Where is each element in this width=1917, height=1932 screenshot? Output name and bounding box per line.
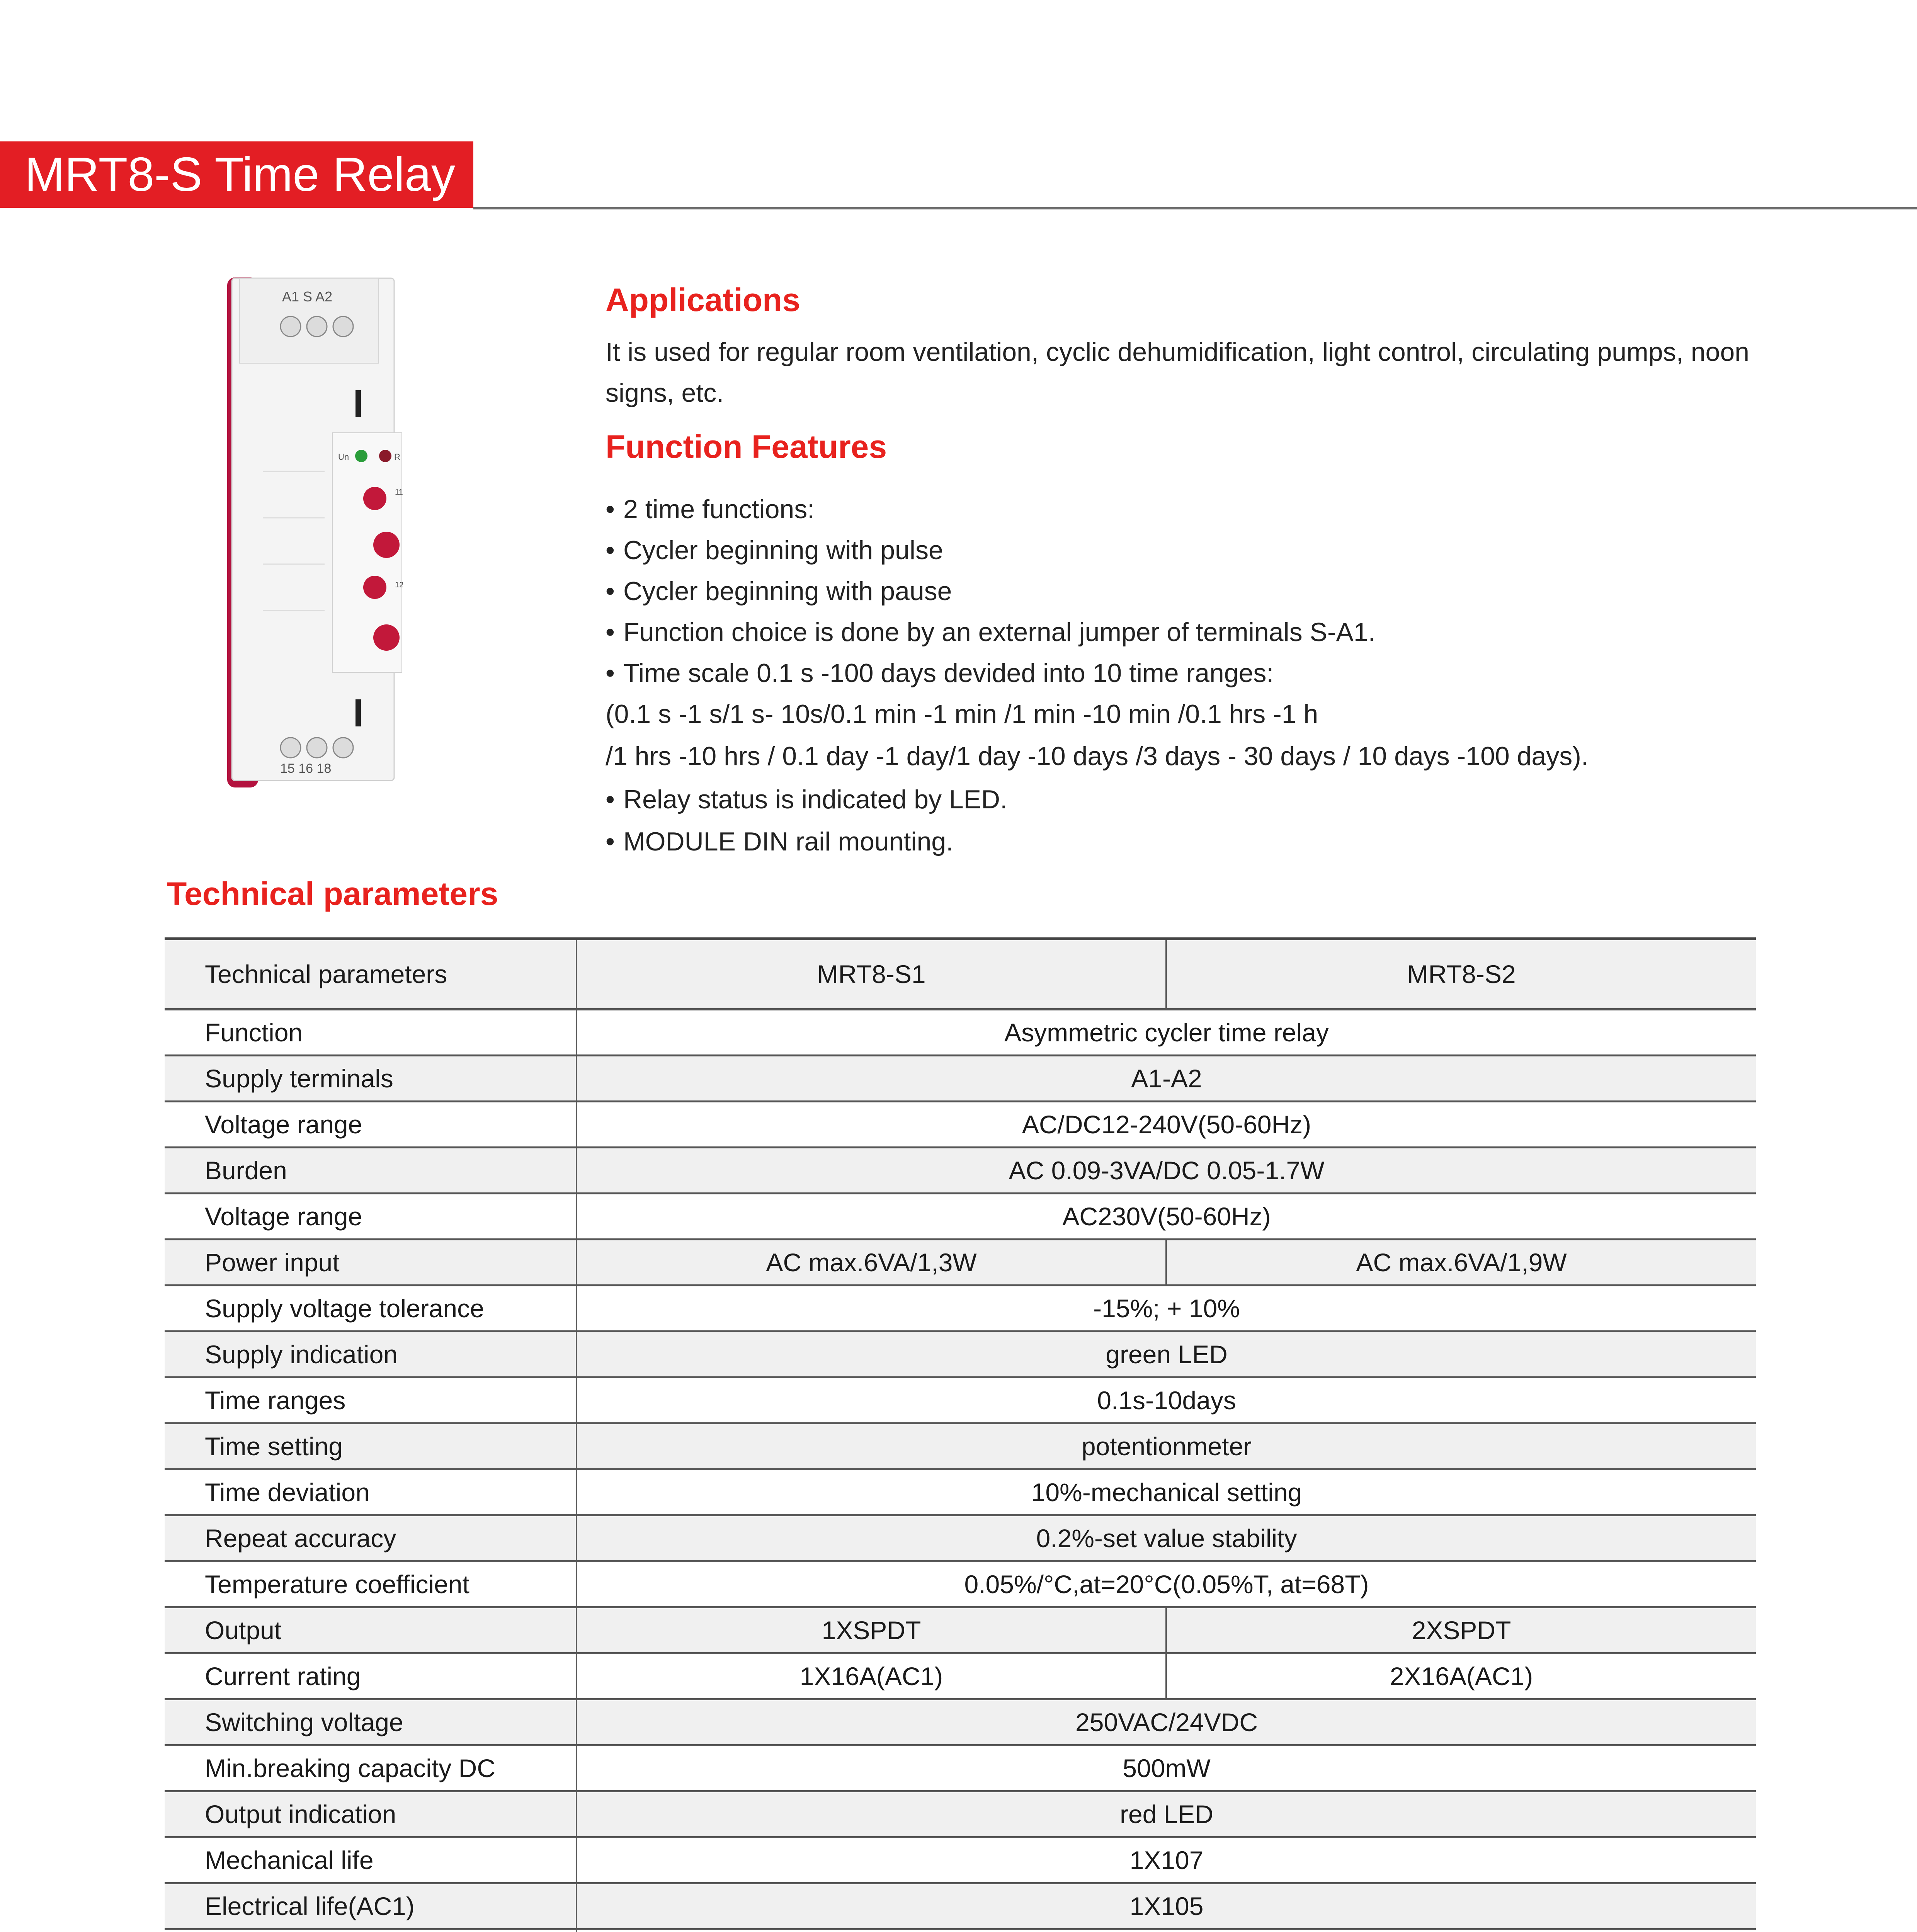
list-item-continuation: (0.1 s -1 s/1 s- 10s/0.1 min -1 min /1 min -10 min /0.1 hrs -1 h xyxy=(606,699,1318,729)
param-value: A1-A2 xyxy=(577,1056,1756,1102)
param-name: Time deviation xyxy=(165,1469,577,1515)
table-row xyxy=(165,1561,1756,1607)
list-item: • Function choice is done by an external jumper of terminals S-A1. xyxy=(606,617,1376,647)
header-param: Technical parameters xyxy=(165,939,577,1010)
table-row xyxy=(165,1102,1756,1148)
param-value: AC230V(50-60Hz) xyxy=(577,1194,1756,1240)
param-name: Switching voltage xyxy=(165,1699,577,1745)
param-name xyxy=(165,1929,577,1932)
param-value: 10%-mechanical setting xyxy=(577,1469,1756,1515)
table-row xyxy=(165,1837,1756,1883)
table-row xyxy=(165,1883,1756,1929)
param-value: Asymmetric cycler time relay xyxy=(577,1009,1756,1056)
led-left-label: Un xyxy=(338,452,349,462)
terminal-top-label: A1 S A2 xyxy=(282,289,333,304)
param-value: 0.2%-set value stability xyxy=(577,1515,1756,1561)
param-name: Output xyxy=(165,1607,577,1653)
dial-3 xyxy=(363,576,386,599)
param-value: 1X107 xyxy=(577,1837,1756,1883)
param-value: red LED xyxy=(577,1791,1756,1837)
list-item: • Cycler beginning with pulse xyxy=(606,536,943,565)
list-item: • Cycler beginning with pause xyxy=(606,577,952,606)
param-name: Temperature coefficient xyxy=(165,1561,577,1607)
table-row xyxy=(165,1745,1756,1791)
dial-2 xyxy=(373,532,400,558)
tech-params-title: Technical parameters xyxy=(167,876,498,912)
param-value-s2: 2X16A(AC1) xyxy=(1166,1653,1756,1699)
param-value: AC/DC12-240V(50-60Hz) xyxy=(577,1102,1756,1148)
param-name: Supply voltage tolerance xyxy=(165,1286,577,1332)
param-name: Supply indication xyxy=(165,1332,577,1378)
led-red xyxy=(379,450,391,462)
dial-label-12: 12 xyxy=(395,581,404,589)
param-value-s2: AC max.6VA/1,9W xyxy=(1166,1240,1756,1286)
param-name: Function xyxy=(165,1009,577,1056)
table-row xyxy=(165,1423,1756,1469)
dial-4 xyxy=(373,624,400,651)
param-name: Power input xyxy=(165,1240,577,1286)
param-name: Current rating xyxy=(165,1653,577,1699)
param-name: Electrical life(AC1) xyxy=(165,1883,577,1929)
applications-title: Applications xyxy=(606,282,801,318)
param-name: Min.breaking capacity DC xyxy=(165,1745,577,1791)
param-value: 0.1s-10days xyxy=(577,1378,1756,1423)
param-value xyxy=(577,1929,1756,1932)
param-value: potentionmeter xyxy=(577,1423,1756,1469)
list-item: • 2 time functions: xyxy=(606,495,815,524)
param-value: 1X105 xyxy=(577,1883,1756,1929)
param-name: Supply terminals xyxy=(165,1056,577,1102)
table-row xyxy=(165,1194,1756,1240)
param-value: 0.05%/°C,at=20°C(0.05%T, at=68T) xyxy=(577,1561,1756,1607)
table-row xyxy=(165,1286,1756,1332)
param-name: Output indication xyxy=(165,1791,577,1837)
list-item: • MODULE DIN rail mounting. xyxy=(606,827,954,856)
param-name: Voltage range xyxy=(165,1194,577,1240)
param-name: Repeat accuracy xyxy=(165,1515,577,1561)
param-value-s1: 1X16A(AC1) xyxy=(577,1653,1166,1699)
table-row xyxy=(165,1240,1756,1286)
param-name: Time ranges xyxy=(165,1378,577,1423)
table-row xyxy=(165,1929,1756,1932)
dial-label-11: 11 xyxy=(395,488,403,497)
param-value: -15%; + 10% xyxy=(577,1286,1756,1332)
table-row xyxy=(165,1056,1756,1102)
list-item: • Relay status is indicated by LED. xyxy=(606,785,1008,814)
param-value: 250VAC/24VDC xyxy=(577,1699,1756,1745)
param-value: 500mW xyxy=(577,1745,1756,1791)
param-name: Voltage range xyxy=(165,1102,577,1148)
table-row xyxy=(165,1009,1756,1056)
table-row xyxy=(165,1469,1756,1515)
param-name: Time setting xyxy=(165,1423,577,1469)
list-item: • Time scale 0.1 s -100 days devided into 10 time ranges: xyxy=(606,658,1274,688)
tech-params-table xyxy=(165,937,1756,1932)
features-list xyxy=(606,489,1765,862)
table-row xyxy=(165,1515,1756,1561)
page-title: MRT8-S Time Relay xyxy=(0,141,473,208)
features-title: Function Features xyxy=(606,429,887,465)
param-name: Burden xyxy=(165,1148,577,1194)
param-value-s2: 2XSPDT xyxy=(1166,1607,1756,1653)
terminal-bottom-label: 15 16 18 xyxy=(280,761,332,776)
param-name: Mechanical life xyxy=(165,1837,577,1883)
table-row xyxy=(165,1378,1756,1423)
table-row xyxy=(165,1607,1756,1653)
applications-text: It is used for regular room ventilation, cyclic dehumidification, light control, circulating pumps, noon signs, etc. xyxy=(606,337,1749,408)
param-value-s1: 1XSPDT xyxy=(577,1607,1166,1653)
table-row xyxy=(165,1791,1756,1837)
param-value: AC 0.09-3VA/DC 0.05-1.7W xyxy=(577,1148,1756,1194)
led-right-label: R xyxy=(394,452,400,462)
dial-1 xyxy=(363,487,386,510)
param-value-s1: AC max.6VA/1,3W xyxy=(577,1240,1166,1286)
table-row xyxy=(165,1332,1756,1378)
header-mrt8-s2: MRT8-S2 xyxy=(1166,939,1756,1010)
table-row xyxy=(165,1653,1756,1699)
table-header-row xyxy=(165,939,1756,1010)
list-item-continuation: /1 hrs -10 hrs / 0.1 day -1 day/1 day -10 days /3 days - 30 days / 10 days -100 days). xyxy=(606,742,1589,771)
product-image xyxy=(216,270,433,792)
header-mrt8-s1: MRT8-S1 xyxy=(577,939,1166,1010)
param-value: green LED xyxy=(577,1332,1756,1378)
table-row xyxy=(165,1699,1756,1745)
table-row xyxy=(165,1148,1756,1194)
led-green xyxy=(355,450,367,462)
title-divider xyxy=(473,207,1917,209)
